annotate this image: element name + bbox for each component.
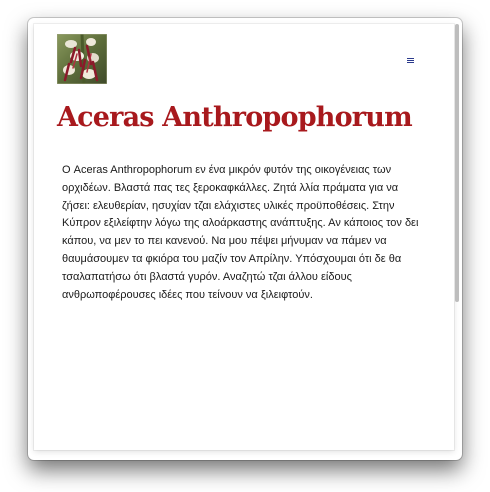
page-title: Aceras Anthropophorum bbox=[57, 102, 412, 133]
browser-window bbox=[28, 18, 462, 460]
page-viewport bbox=[34, 24, 454, 450]
vertical-scrollbar[interactable] bbox=[455, 24, 459, 302]
article-body: Ο Aceras Anthropophorum εν ένα μικρόν φυτόν της οικογένειας των ορχιδέων. Βλαστά πας τες ξεροκαφκάλλες. Ζητά λλία πράματα για να ζήσει: ελευθερίαν, ησυχίαν τζαι ελάχιστες υλικές προϋποθέσεις. Στην Κύπρον εξιλείφτην λόγω της αλοάρκαστης ανάπτυξης. Αν κάποιος τον δει κάπου, να μεν το πει κανενού. Να μου πέψει μήνυμαν να πάμεν να θαυμάσουμεν τα φκιόρα του μαζίν τον Απρίλην. Υπόσχουμαι ότι δε θα τσαλαπατήσω ότι βλαστά γυρόν. Αναζητώ τζαι άλλου είδους ανθρωποφέρουσες ιδέες που τείνουν να ξιλειφτούν. bbox=[62, 164, 419, 301]
orchid-photo-icon bbox=[57, 34, 107, 84]
orchid-logo-image[interactable] bbox=[57, 34, 107, 84]
menu-toggle-button[interactable] bbox=[404, 54, 420, 68]
